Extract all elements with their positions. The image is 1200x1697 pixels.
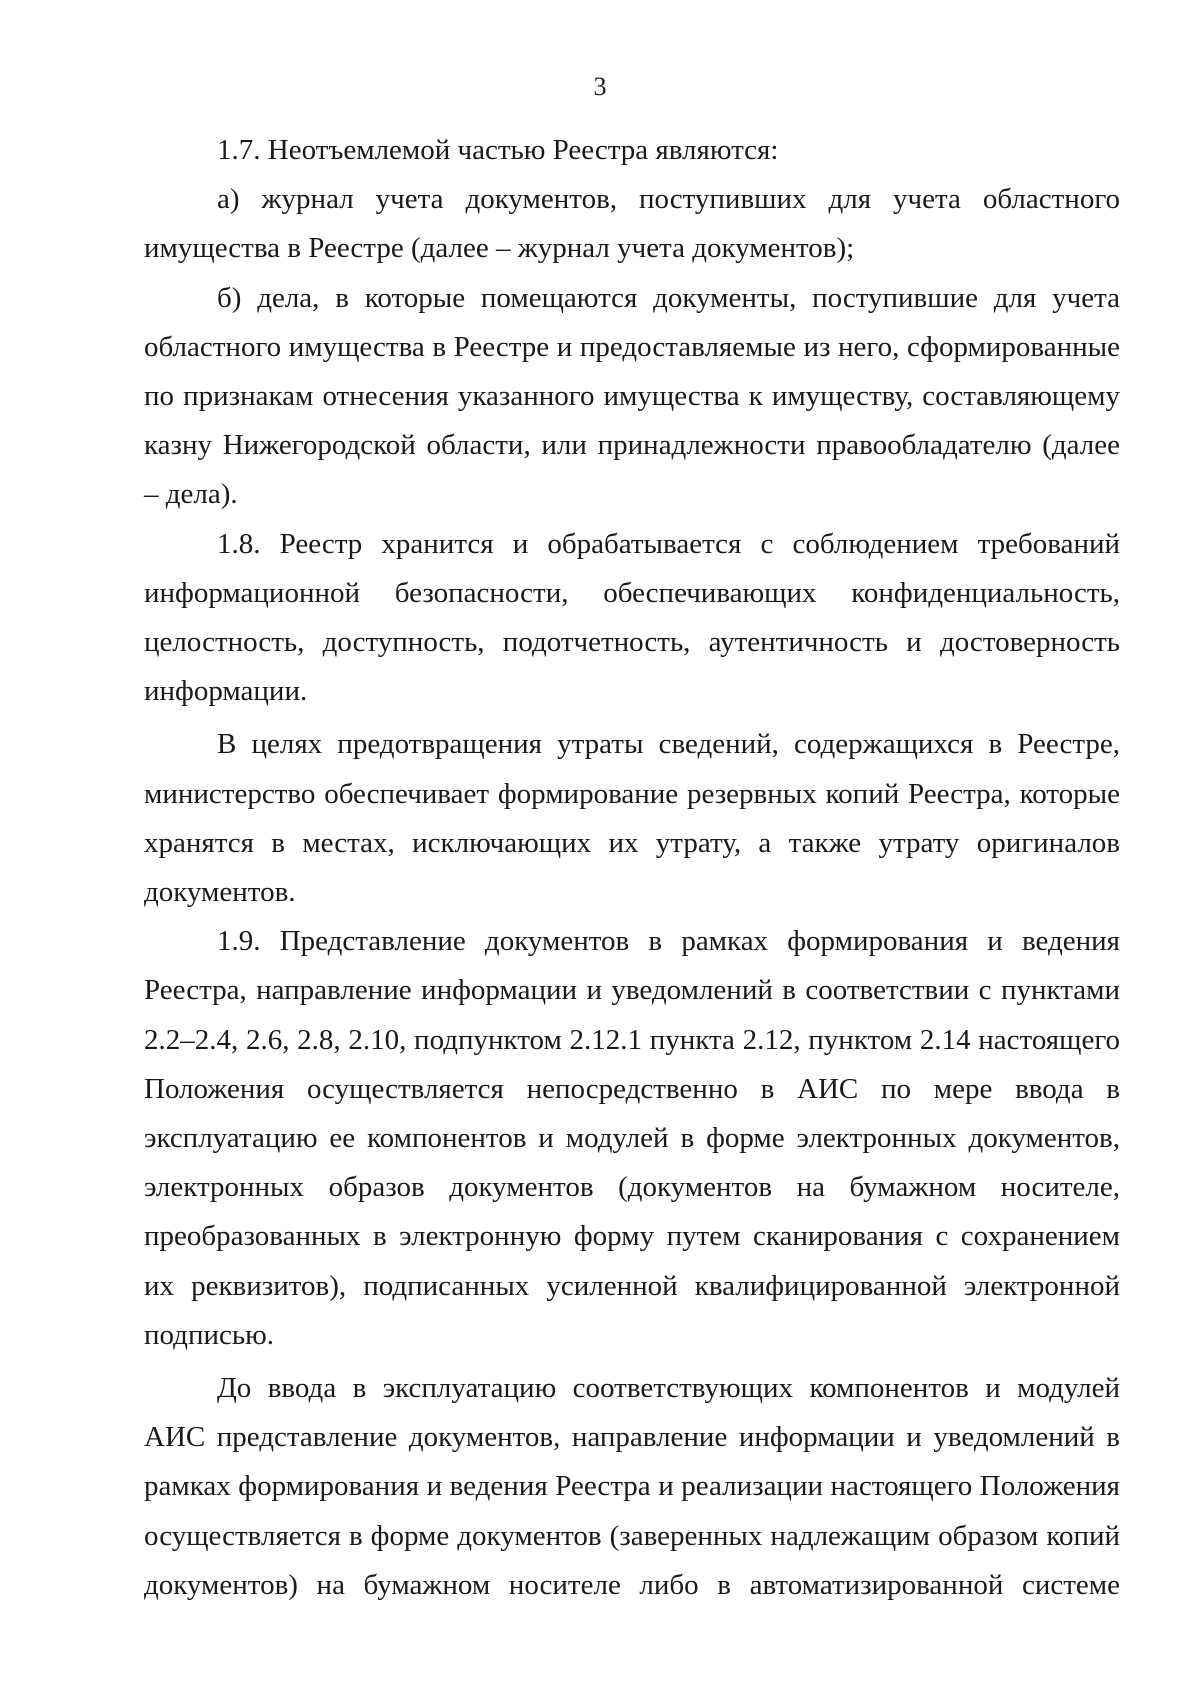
paragraph-1-9: 1.9. Представление документов в рамках формирования и ведения Реестра, направление информации и уведомлений в соответствии с пунктами 2.2–2.4, 2.6, 2.8, 2.10, подпунктом 2.12.1 пункта 2.12, пунктом 2.14 настоящего Положения осуществляется непосредственно в АИС по мере ввода в эксплуатацию ее компонентов и модулей в форме электронных документов, электронных образов документов (документов на бумажном носителе, преобразованных в электронную форму путем сканирования с сохранением их реквизитов), подписанных усиленной квалифицированной электронной подписью. (144, 925, 1120, 1351)
paragraph-1-7-b: б) дела, в которые помещаются документы, поступившие для учета областного имущества в Реестре и предоставляемые из него, сформированные по признакам отнесения указанного имущества к имуществу, составляющему казну Нижегородской области, или принадлежности правообладателю (далее – дела). (144, 281, 1120, 511)
paragraph-1-7: 1.7. Неотъемлемой частью Реестра являются: (217, 134, 779, 166)
document-body (144, 126, 1120, 1610)
paragraph-backup-copies: В целях предотвращения утраты сведений, содержащихся в Реестре, министерство обеспечивает формирование резервных копий Реестра, которые хранятся в местах, исключающих их утрату, а также утрату оригиналов документов. (144, 728, 1120, 909)
page-number: 3 (593, 72, 607, 101)
paragraph-1-8: 1.8. Реестр хранится и обрабатывается с соблюдением требований информационной безопасности, обеспечивающих конфиденциальность, целостность, доступность, подотчетность, аутентичность и достоверность информации. (144, 527, 1120, 708)
paragraph-1-7-a: а) журнал учета документов, поступивших для учета областного имущества в Реестре (далее – журнал учета документов); (144, 183, 1120, 265)
paragraph-before-ais: До ввода в эксплуатацию соответствующих компонентов и модулей АИС представление документов, направление информации и уведомлений в рамках формирования и ведения Реестра и реализации настоящего Положения осуществляется в форме документов (заверенных надлежащим образом копий документов) на бумажном носителе либо в автоматизированной системе (144, 1372, 1120, 1601)
